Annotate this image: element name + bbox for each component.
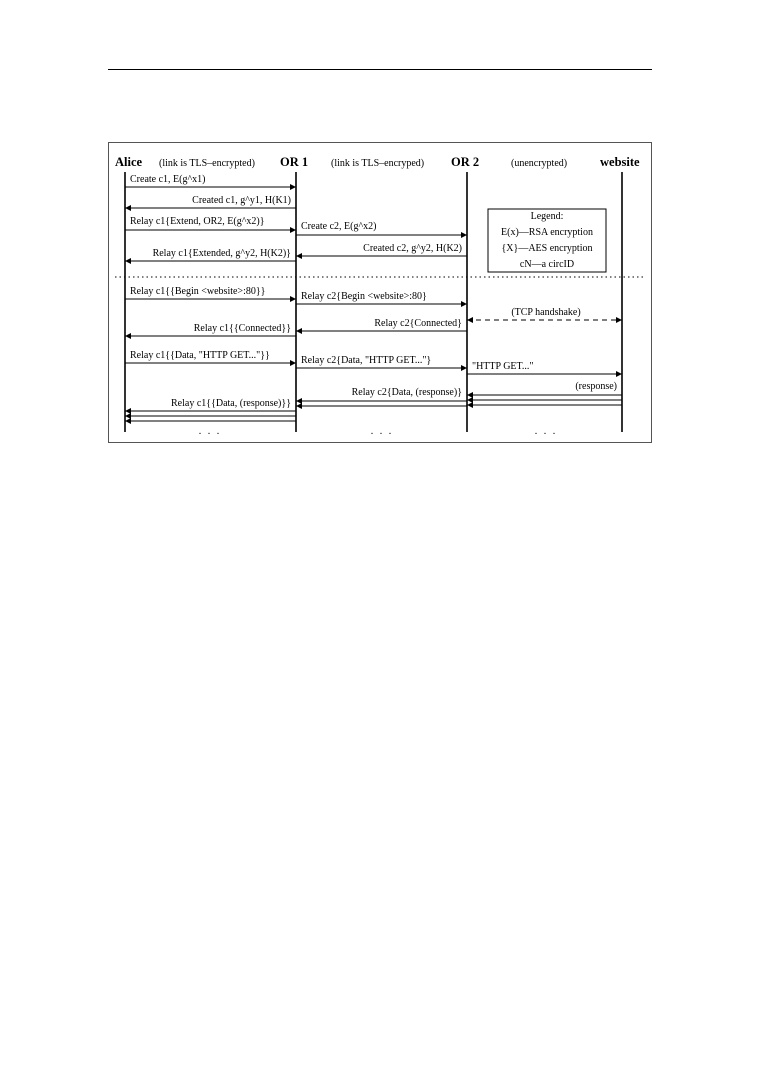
msg-relay-response-c2-label: Relay c2{Data, (response)} [351,387,462,398]
ellipsis-alice-or1: . . . [198,426,222,437]
msg-relay-connected-c2-label: Relay c2{Connected} [374,318,462,329]
link-note-alice-or1: (link is TLS–encrypted) [159,158,255,169]
msg-relay-data-c2-label: Relay c2{Data, "HTTP GET..."} [301,355,432,366]
legend-item-circid: cN––a circID [519,259,575,270]
msg-response-label: (response) [575,381,617,392]
legend-item-rsa: E(x)––RSA encryption [501,227,593,238]
link-note-or2-website: (unencrypted) [511,158,568,169]
participant-or1: OR 1 [280,155,309,169]
participant-alice: Alice [115,155,143,169]
legend-title: Legend: [530,211,564,222]
msg-relay-response-c1-label: Relay c1{{Data, (response)}} [171,398,291,409]
msg-relay-data-c1-label: Relay c1{{Data, "HTTP GET..."}} [130,350,270,361]
msg-relay-extended-label: Relay c1{Extended, g^y2, H(K2)} [152,248,291,259]
msg-relay-begin-c1-label: Relay c1{{Begin <website>:80}} [130,286,266,297]
participant-website: website [600,155,640,169]
ellipsis-or1-or2: . . . [370,426,394,437]
msg-relay-connected-c1-label: Relay c1{{Connected}} [193,323,291,334]
msg-create-c2-label: Create c2, E(g^x2) [301,221,377,232]
participant-or2: OR 2 [451,155,480,169]
msg-create-c1-label: Create c1, E(g^x1) [130,174,206,185]
msg-http-get-label: "HTTP GET..." [472,361,534,372]
msg-tcp-handshake-label: (TCP handshake) [511,307,581,318]
msg-created-c2-label: Created c2, g^y2, H(K2) [363,243,462,254]
ellipsis-or2-website: . . . [534,426,558,437]
msg-relay-extend-label: Relay c1{Extend, OR2, E(g^x2)} [130,216,265,227]
link-note-or1-or2: (link is TLS–encryped) [331,158,425,169]
legend-item-aes: {X}––AES encryption [501,243,593,254]
msg-created-c1-label: Created c1, g^y1, H(K1) [192,195,291,206]
msg-relay-begin-c2-label: Relay c2{Begin <website>:80} [301,291,427,302]
